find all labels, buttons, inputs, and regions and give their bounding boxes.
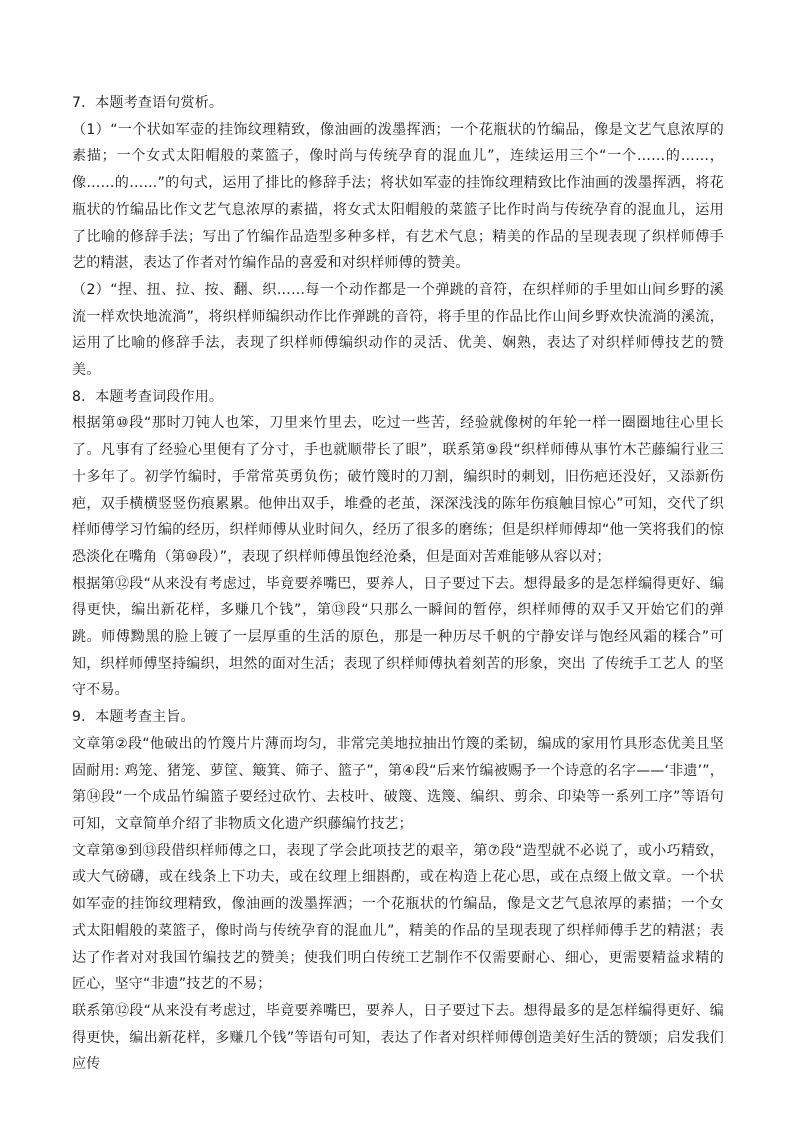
- question-9-answer-part-2: 文章第⑨到⑬段借织样师傅之口，表现了学会此项技艺的艰辛，第⑦段“造型就不必说了，或小巧精致，或大气磅礴，或在线条上下功夫，或在纹理上细斟酌，或在构造上花心思，或在点缀上做文章。一个状如军壶的挂饰纹理精致，像油画的泼墨挥洒；一个花瓶状的竹编品，像是文艺气息浓厚的素描；一个女式太阳帽般的菜篮子，像时尚与传统孕育的混血儿”，精美的作品的呈现表现了织样师傅手艺的精湛；表达了作者对对我国竹编技艺的赞美；使我们明白传统工艺制作不仅需要耐心、细心，更需要精益求精的匠心，坚守“非遗”技艺的不易；: [72, 842, 724, 993]
- question-8-answer-part-1: 根据第⑩段“那时刀钝人也笨，刀里来竹里去，吃过一些苦，经验就像树的年轮一样一圈圈地往心里长了。凡事有了经验心里便有了分寸，手也就顺带长了眼”，联系第⑨段“织样师傅从事竹木芒藤编行业三十多年了。初学竹编时，手常常英勇负伤；破竹篾时的刀割，编织时的刺划，旧伤疤还没好，又添新伤疤，双手横横竖竖伤痕累累。他伸出双手，堆叠的老茧，深深浅浅的陈年伤痕触目惊心”可知，交代了织样师傅学习竹编的经历，织样师傅从业时间久，经历了很多的磨练；但是织样师傅却“他一笑将我们的惊恐淡化在嘴角（第⑩段）”，表现了织样师傅虽饱经沧桑，但是面对苦难能够从容以对；: [72, 415, 724, 565]
- question-9-answer-part-3: 联系第⑫段“从来没有考虑过，毕竟要养嘴巴，要养人，日子要过下去。想得最多的是怎样编得更好、编得更快，编出新花样，多赚几个钱”等语句可知，表达了作者对织样师傅创造美好生活的赞颂；启发我们应传: [72, 1002, 724, 1073]
- question-7-answer-part-2: （2）“捏、扭、拉、按、翻、织……每一个动作都是一个弹跳的音符，在织样师的手里如山间乡野的溪流一样欢快地流淌”，将织样师编织动作比作弹跳的音符，将手里的作品比作山间乡野欢快流淌的溪流，运用了比喻的修辞手法，表现了织样师傅编织动作的灵活、优美、娴熟，表达了对织样师傅技艺的赞美。: [72, 281, 724, 379]
- question-7-heading: 7．本题考查语句赏析。: [72, 95, 224, 111]
- question-7-answer-part-1: （1）“一个状如军壶的挂饰纹理精致，像油画的泼墨挥洒；一个花瓶状的竹编品，像是文艺气息浓厚的素描；一个女式太阳帽般的菜篮子，像时尚与传统孕育的混血儿”，连续运用三个“一个……的……，像……的……”的句式，运用了排比的修辞手法；将状如军壶的挂饰纹理精致比作油画的泼墨挥洒，将花瓶状的竹编品比作文艺气息浓厚的素描，将女式太阳帽般的菜篮子比作时尚与传统孕育的混血儿，运用了比喻的修辞手法；写出了竹编作品造型多种多样，有艺术气息；精美的作品的呈现表现了织样师傅手艺的精湛，表达了作者对竹编作品的喜爱和对织样师傅的赞美。: [72, 121, 724, 272]
- question-8-answer-part-2: 根据第⑫段“从来没有考虑过，毕竟要养嘴巴，要养人，日子要过下去。想得最多的是怎样编得更好、编得更快，编出新花样，多赚几个钱”，第⑬段“只那么一瞬间的暂停，织样师傅的双手又开始它们的弹跳。师傅黝黑的脸上镀了一层厚重的生活的原色，那是一种历尽千帆的宁静安详与饱经风霜的糅合”可知，织样师傅坚持编织，坦然的面对生活；表现了织样师傅执着刻苦的形象，突出 了传统手工艺人 的坚守不易。: [72, 575, 724, 699]
- answer-content: [72, 90, 724, 1078]
- question-9-heading: 9．本题考查主旨。: [72, 709, 195, 726]
- question-8-heading: 8．本题考查词段作用。: [72, 388, 224, 405]
- question-9-answer-part-1: 文章第②段“他破出的竹篾片片薄而均匀，非常完美地拉抽出竹篾的柔韧，编成的家用竹具形态优美且坚固耐用: 鸡笼、猪笼、萝筐、簸箕、筛子、篮子”，第④段“后来竹编被赐予一个诗意的名字——‘非遗’”，第⑭段“一个成品竹编篮子要经过砍竹、去枝叶、破篾、选篾、编织、剪余、印染等一系列工序”等语句可知，文章简单介绍了非物质文化遗产织藤编竹技艺；: [72, 735, 724, 832]
